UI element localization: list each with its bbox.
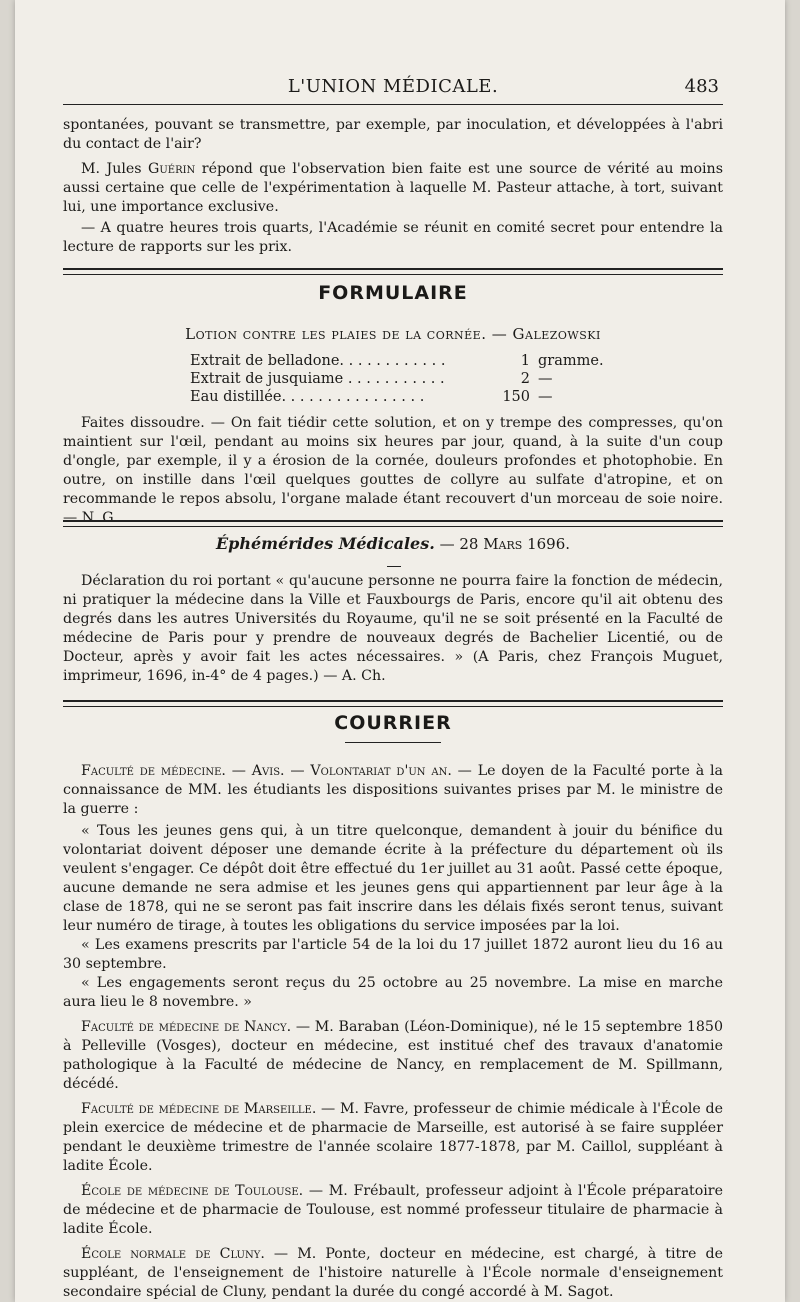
courrier-item-head: Faculté de médecine de Marseille. <box>81 1101 317 1117</box>
intro-p2-lead: M. Jules <box>81 161 149 177</box>
ingredient-unit: gramme. <box>538 353 604 369</box>
ingredient-qty: 150 <box>502 389 530 405</box>
courrier-item-text: — Le doyen de la Faculté porte à la connaissance de MM. les étudiants les dispositions suivantes prises par M. le ministre de la guerre : <box>63 763 723 817</box>
courrier-item-text: — M. Frébault, professeur adjoint à l'École préparatoire de médecine et de pharmacie de Toulouse, est nommé professeur titulaire de pharmacie à ladite École. <box>63 1183 723 1237</box>
intro-p2-rest: répond que l'observation bien faite est une source de vérité au moins aussi certaine que celle de l'expérimentation à laquelle M. Pasteur attache, à tort, suivant lui, une importance exclusive. <box>63 161 723 215</box>
courrier-item-2 <box>63 1018 723 1094</box>
courrier-item-text: — M. Ponte, docteur en médecine, est chargé, à titre de suppléant, de l'enseignement de l'histoire naturelle à l'École normale d'enseignement secondaire spécial de Cluny, pendant la durée du congé accordé à M. Sagot. <box>63 1246 723 1300</box>
intro-paragraph-3: — A quatre heures trois quarts, l'Académie se réunit en comité secret pour entendre la lecture de rapports sur les prix. <box>63 220 723 255</box>
formulaire-text: Faites dissoudre. — On fait tiédir cette solution, et on y trempe des compresses, qu'on maintient sur l'œil, pendant au moins six heures par jour, quand, à la suite d'un coup d'ongle, par exemple, il y a érosion de la cornée, douleurs profondes et photophobie. En outre, on instille dans l'œil quelques gouttes de collyre au sulfate d'atropine, et on recommande le repos absolu, l'organe malade étant recouvert d'un morceau de soie noire. — N. G. <box>63 415 723 526</box>
courrier-item-3 <box>63 1100 723 1176</box>
ephemerides-heading: Éphémérides Médicales. <box>215 534 435 553</box>
courrier-title: COURRIER <box>334 712 452 734</box>
intro-section <box>63 116 723 257</box>
courrier-item-4 <box>63 1182 723 1239</box>
section-divider <box>63 520 723 527</box>
section-divider <box>63 268 723 275</box>
quote-paragraph: « Les examens prescrits par l'article 54 de la loi du 17 juillet 1872 auront lieu du 16 au 30 septembre. <box>63 937 723 972</box>
courrier-item-head: Faculté de médecine. — Avis. — Volontariat d'un an. <box>81 763 452 779</box>
intro-paragraph-1: spontanées, pouvant se transmettre, par exemple, par inoculation, et développées à l'abri du contact de l'air? <box>63 117 723 152</box>
courrier-item-head: École de médecine de Toulouse. <box>81 1183 304 1199</box>
short-dash <box>387 566 401 567</box>
courrier-body <box>63 762 723 1302</box>
courrier-item-5 <box>63 1245 723 1302</box>
ingredient-name: Eau distillée. . . . . . . . . . . . . . . . <box>190 389 425 405</box>
ephemerides-body <box>63 572 723 686</box>
recipe-row <box>190 388 630 406</box>
recipe-list <box>190 352 630 406</box>
courrier-item-head: Faculté de médecine de Nancy. <box>81 1019 292 1035</box>
ephemerides-year: 1696. <box>522 535 571 553</box>
intro-paragraph-2 <box>63 160 723 217</box>
ephemerides-text: Déclaration du roi portant « qu'aucune personne ne pourra faire la fonction de médecin, ni pratiquer la médecine dans la Ville et Fauxbourgs de Paris, encore qu'il ait obtenu des degrés dans les autres Universités du Royaume, qu'il ne se soit présenté en la Faculté de médecine de Paris pour y prendre de nouveaux degrés de Bachelier Licentié, ou de Docteur, après y avoir fait les actes nécessaires. » (A Paris, chez François Muguet, imprimeur, 1696, in-4° de 4 pages.) — A. Ch. <box>63 573 723 684</box>
ingredient-qty: 2 <box>520 371 530 387</box>
formulaire-subtitle: Lotion contre les plaies de la cornée. — Galezowski <box>185 325 601 343</box>
recipe-row <box>190 370 630 388</box>
quote-paragraph: « Les engagements seront reçus du 25 octobre au 25 novembre. La mise en marche aura lieu le 8 novembre. » <box>63 975 723 1010</box>
guerin-name: Guérin <box>148 161 196 177</box>
courrier-item-text: — M. Favre, professeur de chimie médicale à l'École de plein exercice de médecine et de pharmacie de Marseille, est autorisé à se faire suppléer pendant le deuxième trimestre de l'année scolaire 1877-1878, par M. Caillol, suppléant à ladite École. <box>63 1101 723 1174</box>
ephemerides-date-pre: — 28 <box>434 535 484 553</box>
header-rule <box>63 104 723 105</box>
courrier-underline <box>345 742 441 743</box>
formulaire-body <box>63 414 723 528</box>
ingredient-name: Extrait de belladone. . . . . . . . . . . . <box>190 353 446 369</box>
running-header <box>63 76 723 100</box>
courrier-item-text: — M. Baraban (Léon-Dominique), né le 15 septembre 1850 à Pelleville (Vosges), docteur en médecine, est institué chef des travaux d'anatomie pathologique à la Faculté de médecine de Nancy, en remplacement de M. Spillmann, décédé. <box>63 1019 723 1092</box>
quote-paragraph: « Tous les jeunes gens qui, à un titre quelconque, demandent à jouir du bénifice du volontariat doivent déposer une demande écrite à la préfecture du département où ils veulent s'engager. Ce dépôt doit être effectué du 1er juillet au 31 août. Passé cette époque, aucune demande ne sera admise et les jeunes gens qui appartiennent par leur âge à la clase de 1878, qui ne se seront pas fait inscrire dans les délais fixés seront tenus, suivant leur numéro de tirage, à toutes les obligations du service imposées par la loi. <box>63 823 723 934</box>
courrier-item-1 <box>63 762 723 819</box>
formulaire-title: FORMULAIRE <box>318 282 468 304</box>
ingredient-qty: 1 <box>520 353 530 369</box>
recipe-row <box>190 352 630 370</box>
ingredient-name: Extrait de jusquiame . . . . . . . . . . . <box>190 371 445 387</box>
ingredient-unit: — <box>538 371 553 387</box>
page-number: 483 <box>684 76 719 97</box>
section-divider <box>63 700 723 707</box>
courrier-item-head: École normale de Cluny. <box>81 1246 265 1262</box>
journal-title: L'UNION MÉDICALE. <box>287 76 499 97</box>
ephemerides-month: Mars <box>483 535 523 553</box>
journal-page <box>15 0 785 1302</box>
ingredient-unit: — <box>538 389 553 405</box>
ephemerides-title <box>63 534 723 553</box>
